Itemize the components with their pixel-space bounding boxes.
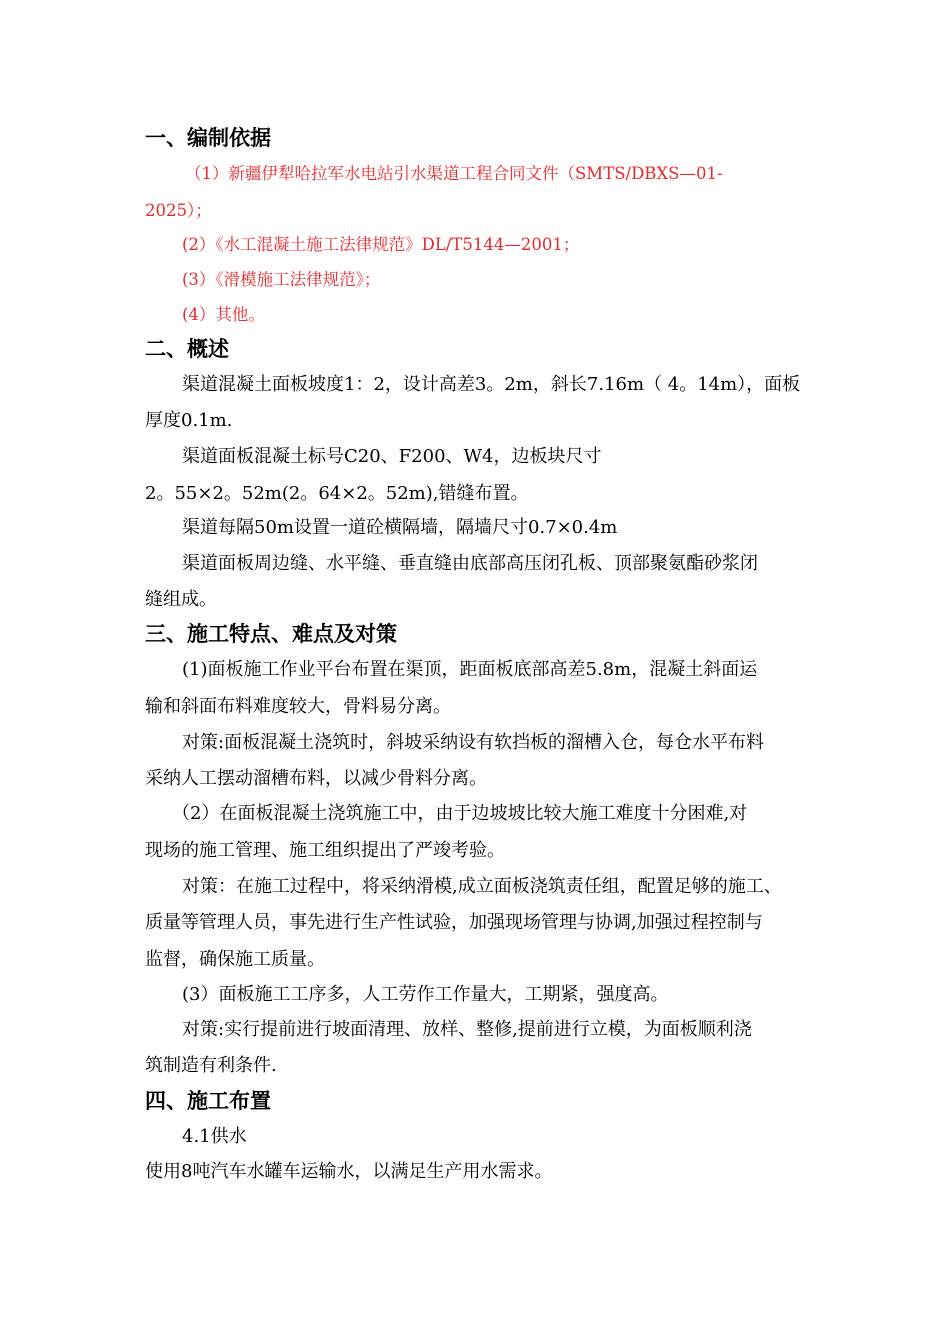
section-heading: 四、施工布置	[145, 1088, 271, 1113]
paragraph-line: 采纳人工摆动溜槽布料，以减少骨料分离。	[145, 768, 487, 789]
paragraph-line: 渠道混凝土面板坡度1：2，设计高差3。2m，斜长7.16m（ 4。14m），面板	[182, 374, 801, 395]
reference-item: (4）其他。	[182, 305, 265, 324]
paragraph-line: 缝组成。	[145, 589, 217, 610]
reference-item-continuation: 2025）；	[145, 201, 212, 220]
reference-item: （1）新疆伊犁哈拉军水电站引水渠道工程合同文件（SMTS/DBXS—01-	[185, 164, 723, 183]
paragraph-line: （2）在面板混凝土浇筑施工中，由于边坡坡比较大施工难度十分困难,对	[172, 803, 748, 824]
reference-item: (2）《水工混凝土施工法律规范》DL/T5144—2001；	[182, 235, 580, 254]
paragraph-line: 使用8吨汽车水罐车运输水，以满足生产用水需求。	[145, 1161, 553, 1182]
paragraph-line: 对策:实行提前进行坡面清理、放样、整修,提前进行立模，为面板顺利浇	[182, 1019, 752, 1040]
paragraph-line: (3）面板施工工序多，人工劳作工作量大，工期紧，强度高。	[182, 984, 669, 1005]
paragraph-line: 渠道每隔50m设置一道砼横隔墙，隔墙尺寸0.7×0.4m	[182, 517, 618, 538]
paragraph-line: (1)面板施工作业平台布置在渠顶，距面板底部高差5.8m，混凝土斜面运	[182, 659, 758, 680]
paragraph-line: 监督，确保施工质量。	[145, 949, 325, 970]
section-heading: 三、施工特点、难点及对策	[145, 621, 397, 646]
subsection-heading: 4.1供水	[182, 1126, 247, 1147]
paragraph-line: 输和斜面布料难度较大，骨料易分离。	[145, 696, 451, 717]
section-heading: 二、概述	[145, 336, 229, 361]
paragraph-line: 渠道面板周边缝、水平缝、垂直缝由底部高压闭孔板、顶部聚氨酯砂浆闭	[182, 553, 758, 574]
reference-item: (3）《滑模施工法律规范》；	[182, 270, 381, 289]
paragraph-line: 厚度0.1m.	[145, 410, 233, 431]
paragraph-line: 对策:面板混凝土浇筑时，斜坡采纳设有软挡板的溜槽入仓，每仓水平布料	[182, 732, 765, 753]
paragraph-line: 质量等管理人员，事先进行生产性试验，加强现场管理与协调,加强过程控制与	[145, 912, 763, 933]
section-heading: 一、编制依据	[145, 125, 271, 150]
paragraph-line: 对策：在施工过程中，将采纳滑模,成立面板浇筑责任组，配置足够的施工、	[182, 876, 782, 897]
paragraph-line: 渠道面板混凝土标号C20、F200、W4，边板块尺寸	[182, 446, 602, 467]
paragraph-line: 筑制造有利条件.	[145, 1055, 277, 1076]
paragraph-line: 2。55×2。52m(2。64×2。52m),错缝布置。	[145, 483, 529, 504]
paragraph-line: 现场的施工管理、施工组织提出了严竣考验。	[145, 840, 505, 861]
